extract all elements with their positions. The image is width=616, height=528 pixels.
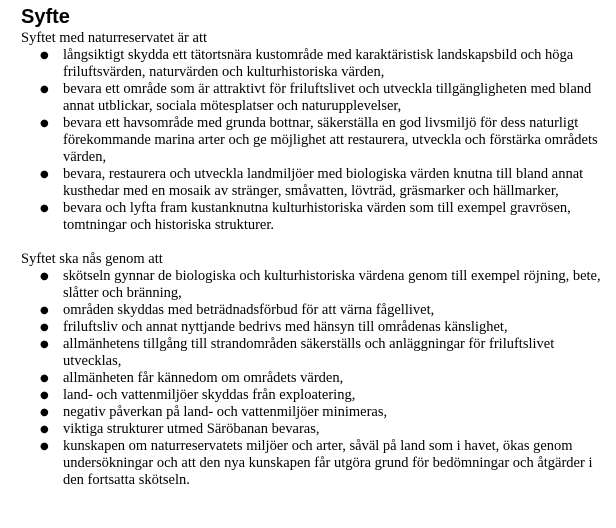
list-item [21, 268, 601, 302]
list-item [21, 166, 601, 200]
bullet-icon: ● [40, 339, 49, 350]
list-item-text: land- och vattenmiljöer skyddas från exploatering, [63, 387, 356, 403]
list-item [21, 421, 601, 438]
bullet-icon: ● [40, 203, 49, 214]
bullet-icon: ● [40, 390, 49, 401]
list-item-text: bevara ett område som är attraktivt för friluftslivet och utveckla tillgängligheten med bland annat utblickar, sociala mötesplatser och naturupplevelser, [63, 81, 592, 114]
bullet-icon: ● [40, 322, 49, 333]
bullet-icon: ● [40, 407, 49, 418]
bullet-icon: ● [40, 169, 49, 180]
list-item-text: allmänheten får kännedom om områdets värden, [63, 370, 344, 386]
means-intro: Syftet ska nås genom att [21, 251, 163, 267]
list-item [21, 438, 601, 489]
list-item-text: allmänhetens tillgång till strandområden säkerställs och anläggningar för friluftslivet utvecklas, [63, 336, 555, 369]
list-item [21, 47, 601, 81]
list-item-text: bevara, restaurera och utveckla landmiljöer med biologiska värden knutna till bland annat kusthedar med en mosaik av stränger, småvatten, lövträd, gräsmarker och hällmarker, [63, 166, 584, 199]
bullet-icon: ● [40, 305, 49, 316]
bullet-icon: ● [40, 441, 49, 452]
list-item-text: friluftsliv och annat nyttjande bedrivs med hänsyn till områdenas känslighet, [63, 319, 508, 335]
list-item-text: kunskapen om naturreservatets miljöer och arter, såväl på land som i havet, ökas genom undersökningar och att den nya kunskapen får utgöra grund för bedömningar och åtgärder i den fortsatta skötseln. [63, 438, 593, 488]
document-page [21, 6, 601, 489]
purpose-list [21, 47, 601, 234]
list-item [21, 387, 601, 404]
purpose-intro: Syftet med naturreservatet är att [21, 30, 208, 46]
list-item [21, 200, 601, 234]
list-item [21, 302, 601, 319]
list-item-text: negativ påverkan på land- och vattenmiljöer minimeras, [63, 404, 388, 420]
list-item-text: långsiktigt skydda ett tätortsnära kustområde med karaktäristisk landskapsbild och höga friluftsvärden, naturvärden och kulturhistoriska värden, [63, 47, 574, 80]
list-item-text: viktiga strukturer utmed Säröbanan bevaras, [63, 421, 320, 437]
bullet-icon: ● [40, 271, 49, 282]
bullet-icon: ● [40, 84, 49, 95]
list-item-text: bevara ett havsområde med grunda bottnar, säkerställa en god livsmiljö för dess naturligt förekommande marina arter och ge möjlighet att restaurera, utveckla och förstärka områdets värden, [63, 115, 598, 165]
list-item [21, 370, 601, 387]
bullet-icon: ● [40, 424, 49, 435]
list-item [21, 404, 601, 421]
bullet-icon: ● [40, 373, 49, 384]
bullet-icon: ● [40, 118, 49, 129]
list-item [21, 81, 601, 115]
means-list [21, 268, 601, 489]
list-item-text: områden skyddas med beträdnadsförbud för att värna fågellivet, [63, 302, 435, 318]
list-item [21, 115, 601, 166]
list-item-text: skötseln gynnar de biologiska och kulturhistoriska värdena genom till exempel röjning, bete, slåtter och bränning, [63, 268, 601, 301]
list-item-text: bevara och lyfta fram kustanknutna kulturhistoriska värden som till exempel gravrösen, tomtningar och historiska strukturer. [63, 200, 571, 233]
bullet-icon: ● [40, 50, 49, 61]
list-item [21, 319, 601, 336]
section-heading: Syfte [21, 6, 70, 28]
list-item [21, 336, 601, 370]
